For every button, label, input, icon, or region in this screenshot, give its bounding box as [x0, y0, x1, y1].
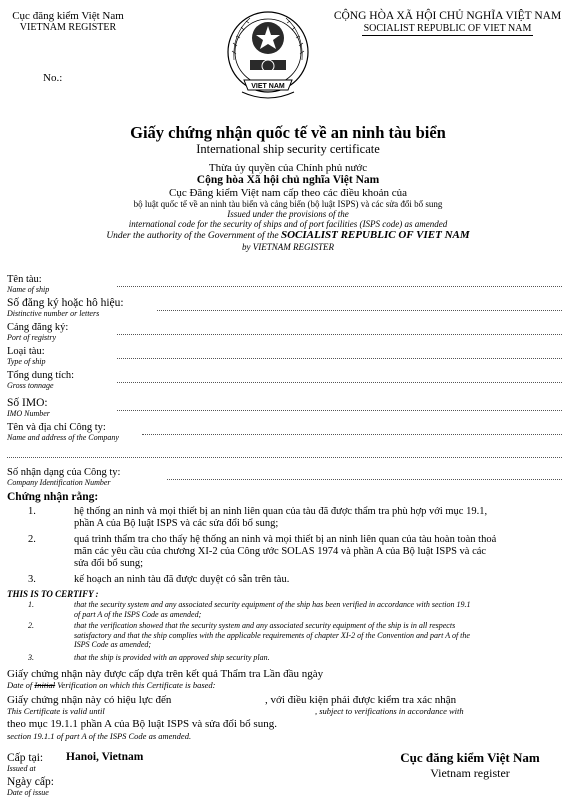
field-distinctive-number: [7, 298, 557, 318]
basis-en-pre: Date of: [7, 680, 35, 690]
authority-line-7-state: SOCIALIST REPUBLIC OF VIET NAM: [280, 229, 470, 241]
authority-line-7-pre: Under the authority of the Government of the: [106, 231, 281, 241]
field-label-en: Gross tonnage: [7, 381, 54, 390]
field-label-en: IMO Number: [7, 409, 50, 418]
certify-heading-vn: Chứng nhận rằng:: [7, 491, 99, 503]
certify-item-vn-2: [28, 534, 568, 570]
date-of-issue-label-en: Date of issue: [7, 788, 49, 797]
item-number: 3.: [28, 653, 34, 662]
item-line-1: quá trình thẩm tra cho thấy hệ thống an ninh và mọi thiết bị an ninh liên quan của tàu hoàn toàn thoả: [74, 534, 497, 545]
authority-line-1: Thừa ủy quyền của Chính phủ nước: [208, 162, 368, 174]
certify-item-en-2: [28, 621, 568, 650]
verification-basis: [7, 668, 567, 690]
validity-vn-a: Giấy chứng nhận này có hiệu lực đến: [7, 694, 172, 706]
issuer-name-vn: Cục đăng kiểm Việt Nam: [12, 10, 124, 22]
title-vn: Giấy chứng nhận quốc tế về an ninh tàu biển: [130, 123, 446, 142]
authority-line-6: international code for the security of ships and of port facilities (ISPS code) as amended: [128, 219, 448, 229]
field-label-en: Name of ship: [7, 285, 50, 294]
field-label-en: Name and address of the Company: [7, 433, 119, 442]
basis-en: [7, 680, 567, 690]
basis-vn: Giấy chứng nhận này được cấp dựa trên kết quả Thẩm tra Lần đầu ngày: [7, 668, 324, 680]
field-label-vn: Loại tàu:: [7, 346, 45, 357]
field-label-vn: Tổng dung tích:: [7, 370, 75, 381]
item-number: 1.: [28, 506, 36, 517]
basis-en-post: Verification on which this Certificate is based:: [55, 680, 216, 690]
date-of-issue-label-vn: Ngày cấp:: [7, 776, 54, 788]
signatory-vn: Cục đăng kiểm Việt Nam: [400, 750, 540, 765]
field-ship-name: [7, 274, 557, 294]
field-company-id: [7, 467, 557, 487]
authority-line-3: Cục Đăng kiểm Việt nam cấp theo các điều khoản của: [169, 187, 407, 199]
state-name-en: SOCIALIST REPUBLIC OF VIET NAM: [363, 23, 532, 34]
field-port-of-registry: [7, 322, 557, 342]
item-number: 2.: [28, 621, 34, 630]
certify-item-en-3: [28, 653, 568, 663]
field-type-of-ship: [7, 346, 557, 366]
validity-en-b: , subject to verifications in accordance with: [315, 706, 464, 716]
certify-item-vn-3: [28, 574, 568, 586]
authority-line-4: bộ luật quốc tế về an ninh tàu biển và cảng biển (bộ luật ISPS) và các sửa đổi bổ sung: [133, 199, 443, 209]
field-label-vn: Cảng đăng ký:: [7, 322, 69, 333]
item-line-2: satisfactory and that the ship complies with the applicable requirements of chapter XI-2 of the Convention and part A of the: [74, 630, 470, 640]
item-line-2: phần A của Bộ luật ISPS và các sửa đổi bổ sung;: [74, 518, 279, 529]
state-emblem: [224, 4, 312, 114]
field-value-line[interactable]: [117, 382, 562, 383]
validity-line-1-vn: [7, 694, 567, 706]
validity-en-a: This Certificate is valid until: [7, 706, 105, 716]
item-line-1: that the verification showed that the security system and any associated security equipment of the ship is in all respects: [74, 621, 456, 630]
certify-item-vn-1: [28, 506, 568, 530]
issued-at-value: Hanoi, Vietnam: [66, 751, 144, 763]
certificate-number-label: No.:: [43, 72, 63, 84]
certify-item-en-1: [28, 600, 568, 619]
field-label-en: Company Identification Number: [7, 478, 111, 487]
item-line-3: sửa đổi bổ sung;: [74, 558, 143, 569]
item-line-1: that the security system and any associated security equipment of the ship has been verified in accordance with section 19.1: [74, 600, 471, 609]
field-label-en: Port of registry: [7, 333, 57, 342]
state-name-vn: CỘNG HÒA XÃ HỘI CHỦ NGHĨA VIỆT NAM: [333, 10, 562, 22]
item-line-2: of part A of the ISPS Code as amended;: [74, 609, 202, 619]
issued-at: [7, 752, 43, 773]
authority-block: [0, 162, 576, 252]
field-label-vn: Số nhận dạng của Công ty:: [7, 467, 121, 478]
signature-block: [370, 750, 570, 781]
validity-vn-b: , với điều kiện phải được kiểm tra xác nhận: [265, 694, 457, 706]
authority-line-8: by VIETNAM REGISTER: [242, 242, 334, 252]
item-line-3: ISPS Code as amended;: [74, 640, 152, 649]
authority-line-7: [0, 229, 576, 242]
authority-line-2: Cộng hòa Xã hội chủ nghĩa Việt Nam: [196, 174, 380, 186]
field-company: [7, 422, 557, 442]
certify-heading-en: THIS IS TO CERTIFY :: [7, 589, 99, 599]
validity-line-2-en: section 19.1.1 of part A of the ISPS Code as amended.: [7, 731, 192, 741]
field-value-line[interactable]: [167, 479, 562, 480]
field-value-line[interactable]: [117, 334, 562, 335]
validity-line-1-en: [7, 706, 567, 716]
emblem-icon: [224, 4, 312, 114]
signatory-en: Vietnam register: [430, 766, 510, 780]
field-label-en: Distinctive number or letters: [7, 309, 100, 318]
issued-at-label-en: Issued at: [7, 764, 36, 773]
field-label-vn: Tên tàu:: [7, 274, 42, 285]
field-value-line[interactable]: [117, 286, 562, 287]
item-number: 2.: [28, 534, 36, 545]
item-line-1: that the ship is provided with an approved ship security plan.: [74, 653, 270, 662]
validity-line-2-vn: theo mục 19.1.1 phần A của Bộ luật ISPS và sửa đổi bổ sung.: [7, 718, 277, 730]
basis-en-struck: Initial: [34, 680, 56, 690]
item-number: 3.: [28, 574, 36, 585]
date-of-issue: [7, 776, 54, 797]
state-header: [325, 10, 570, 36]
title-en: International ship security certificate: [196, 142, 380, 156]
item-number: 1.: [28, 600, 34, 609]
field-imo-number: [7, 398, 557, 418]
issuer-name-en: VIETNAM REGISTER: [19, 22, 117, 33]
field-label-vn: Số IMO:: [7, 397, 48, 409]
issued-at-label-vn: Cấp tại:: [7, 752, 44, 764]
authority-line-5: Issued under the provisions of the: [227, 209, 349, 219]
field-value-line[interactable]: [142, 434, 562, 435]
emblem-text: VIET NAM: [251, 83, 285, 90]
item-line-1: kế hoạch an ninh tàu đã được duyệt có sẵn trên tàu.: [74, 574, 290, 585]
field-label-vn: Số đăng ký hoặc hô hiệu:: [7, 297, 124, 309]
item-line-1: hệ thống an ninh và mọi thiết bị an ninh liên quan của tàu đã được thẩm tra phù hợp với mục 19.1,: [74, 506, 488, 517]
item-line-2: mãn các yêu cầu của chương XI-2 của Công ước SOLAS 1974 và phần A của Bộ luật ISPS và các: [74, 546, 487, 557]
field-gross-tonnage: [7, 370, 557, 390]
field-label-en: Type of ship: [7, 357, 46, 366]
field-value-line[interactable]: [117, 410, 562, 411]
field-value-line[interactable]: [157, 310, 562, 311]
field-label-vn: Tên và địa chỉ Công ty:: [7, 422, 106, 433]
issuer-header: [8, 10, 128, 34]
field-value-line-2[interactable]: [7, 457, 562, 458]
field-value-line[interactable]: [117, 358, 562, 359]
certificate-title: [0, 123, 576, 157]
